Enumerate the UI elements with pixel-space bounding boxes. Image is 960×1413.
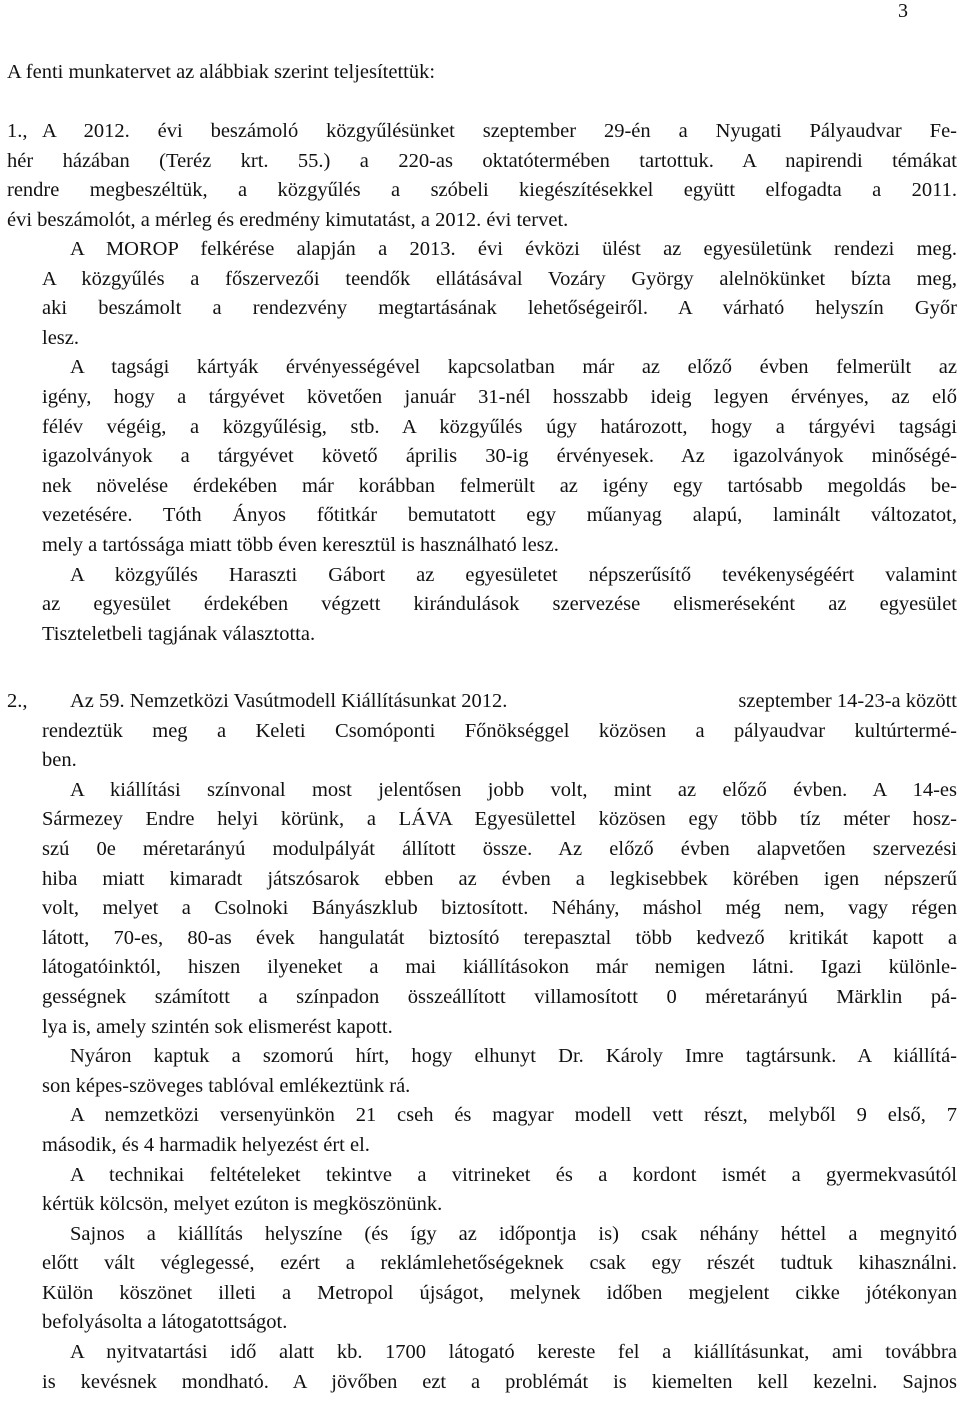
text-line: lesz. <box>42 326 79 349</box>
text-line: Nyáron kaptuk a szomorú hírt, hogy elhunyt Dr. Károly Imre tagtársunk. A kiállítá- <box>70 1045 957 1068</box>
text-line: hér házában (Teréz krt. 55.) a 220-as oktatótermében tartottuk. A napirendi témákat <box>7 149 957 172</box>
text-line: ben. <box>42 749 77 772</box>
text-line <box>42 687 957 717</box>
text-line: Sajnos a kiállítás helyszíne (és így az időpontja is) csak néhány héttel a megnyitó <box>70 1222 957 1245</box>
text-line: hiba miatt kimaradt játszósarok ebben az évben a legkisebbek körében igen népszerű <box>42 867 957 890</box>
text-segment: Az 59. Nemzetközi Vasútmodell Kiállításunkat 2012. <box>70 690 508 712</box>
paragraph <box>42 1220 957 1338</box>
text-line: befolyásolta a látogatottságot. <box>42 1311 288 1334</box>
text-line: szú 0e méretarányú modulpályát állított össze. Az előző évben alapvetően szervezési <box>42 837 957 860</box>
text-line: lya is, amely szintén sok elismerést kapott. <box>42 1015 393 1038</box>
text-line: Tiszteletbeli tagjának választotta. <box>42 622 316 645</box>
text-line: A nemzetközi versenyünkön 21 cseh és magyar modell vett részt, melyből 9 első, 7 <box>70 1104 957 1127</box>
text-line: A tagsági kártyák érvényességével kapcsolatban már az előző évben felmerült az <box>70 356 957 379</box>
paragraph <box>42 1042 957 1101</box>
text-line: igény, hogy a tárgyévet követően január 31-nél hosszabb ideig legyen érvényes, az elő <box>42 385 957 408</box>
text-line: A közgyűlés Haraszti Gábort az egyesületet népszerűsítő tevékenységéért valamint <box>70 563 957 586</box>
intro-text: A fenti munkatervet az alábbiak szerint teljesítettük: <box>7 61 436 83</box>
text-line: aki beszámolt a rendezvény megtartásának lehetőségeiről. A várható helyszín Győr <box>42 297 957 320</box>
text-line: nek növelése érdekében már korábban felmerült az igény egy tartósabb megoldás be- <box>42 474 957 497</box>
item-body <box>7 117 957 235</box>
text-line: második, és 4 harmadik helyezést ért el. <box>42 1133 370 1156</box>
paragraph <box>7 117 957 235</box>
item-number: 2., <box>7 690 28 712</box>
text-line: A technikai feltételeket tekintve a vitrineket és a kordont ismét a gyermekvasútól <box>70 1163 957 1186</box>
paragraph <box>42 1338 957 1397</box>
text-line: Külön köszönet illeti a Metropol újságot, melynek időben megjelent cikke jótékonyan <box>42 1281 957 1304</box>
text-line: előtt vált véglegessé, ezért a reklámlehetőségeknek csak egy részét tudtuk kihasználni. <box>42 1252 957 1275</box>
text-line: volt, melyet a Csolnoki Bányászklub biztosított. Néhány, máshol még nem, vagy régen <box>42 897 957 920</box>
text-segment: szeptember 14-23-a között <box>738 690 957 712</box>
page-number: 3 <box>898 0 908 22</box>
text-line: vezetésére. Tóth Ányos főtitkár bemutatott egy műanyag alapú, laminált változatot, <box>42 504 957 527</box>
text-line: son képes-szöveges tablóval emlékeztünk rá. <box>42 1074 411 1097</box>
text-line: A közgyűlés a főszervezői teendők ellátásával Vozáry György alelnökünket bízta meg, <box>42 267 957 290</box>
text-line: mely a tartóssága miatt több éven keresztül is használható lesz. <box>42 533 559 556</box>
text-line: igazolványok a tárgyévet követő április 30-ig érvényesek. Az igazolványok minőségé- <box>42 445 957 468</box>
text-line: Sármezey Endre helyi körünk, a LÁVA Egyesülettel közösen egy több tíz méter hosz- <box>42 808 957 831</box>
text-line: látott, 70-es, 80-as évek hangulatát biztosító terepasztal több kedvező kritikát kapott a <box>42 926 957 949</box>
paragraph <box>42 235 957 353</box>
paragraph <box>42 687 957 776</box>
text-line: is kevésnek mondható. A jövőben ezt a problémát is kiemelten kell kezelni. Sajnos <box>42 1370 957 1393</box>
paragraph <box>42 561 957 650</box>
text-line: rendre megbeszéltük, a közgyűlés a szóbeli kiegészítésekkel együtt elfogadta a 2011. <box>7 179 957 202</box>
text-line: kértük kölcsön, melyet ezúton is megköszönünk. <box>42 1193 443 1216</box>
item-1-continued <box>42 235 957 649</box>
text-line: évi beszámolót, a mérleg és eredmény kimutatást, a 2012. évi tervet. <box>7 208 569 231</box>
paragraph <box>42 353 957 560</box>
text-line: A kiállítási színvonal most jelentősen jobb volt, mint az előző évben. A 14-es <box>70 778 957 801</box>
paragraph <box>42 1161 957 1220</box>
text-line: az egyesület érdekében végzett kirándulások szervezése elismeréseként az egyesület <box>42 593 957 616</box>
list-item-1 <box>7 117 957 235</box>
text-line: félév végéig, a közgyűlésig, stb. A közgyűlés úgy határozott, hogy a tárgyévi tagsági <box>42 415 957 438</box>
text-line: A nyitvatartási idő alatt kb. 1700 látogató kereste fel a kiállításunkat, ami továbbra <box>70 1341 957 1364</box>
paragraph <box>42 1101 957 1160</box>
text-line: látogatóinktól, hiszen ilyeneket a mai kiállításokon már nemigen látni. Igazi különle- <box>42 956 957 979</box>
text-line: A 2012. évi beszámoló közgyűlésünket szeptember 29-én a Nyugati Pályaudvar Fe- <box>42 120 957 142</box>
text-line: gességnek számított a színpadon összeállított villamosított 0 méretarányú Märklin pá- <box>42 985 957 1008</box>
text-line: rendeztük meg a Keleti Csomóponti Főnökséggel közösen a pályaudvar kultúrtermé- <box>42 719 957 742</box>
item-number: 1., <box>7 120 28 142</box>
text-line: A MOROP felkérése alapján a 2013. évi évközi ülést az egyesületünk rendezi meg. <box>70 238 957 260</box>
item-2-body <box>42 687 957 1397</box>
paragraph <box>42 776 957 1042</box>
